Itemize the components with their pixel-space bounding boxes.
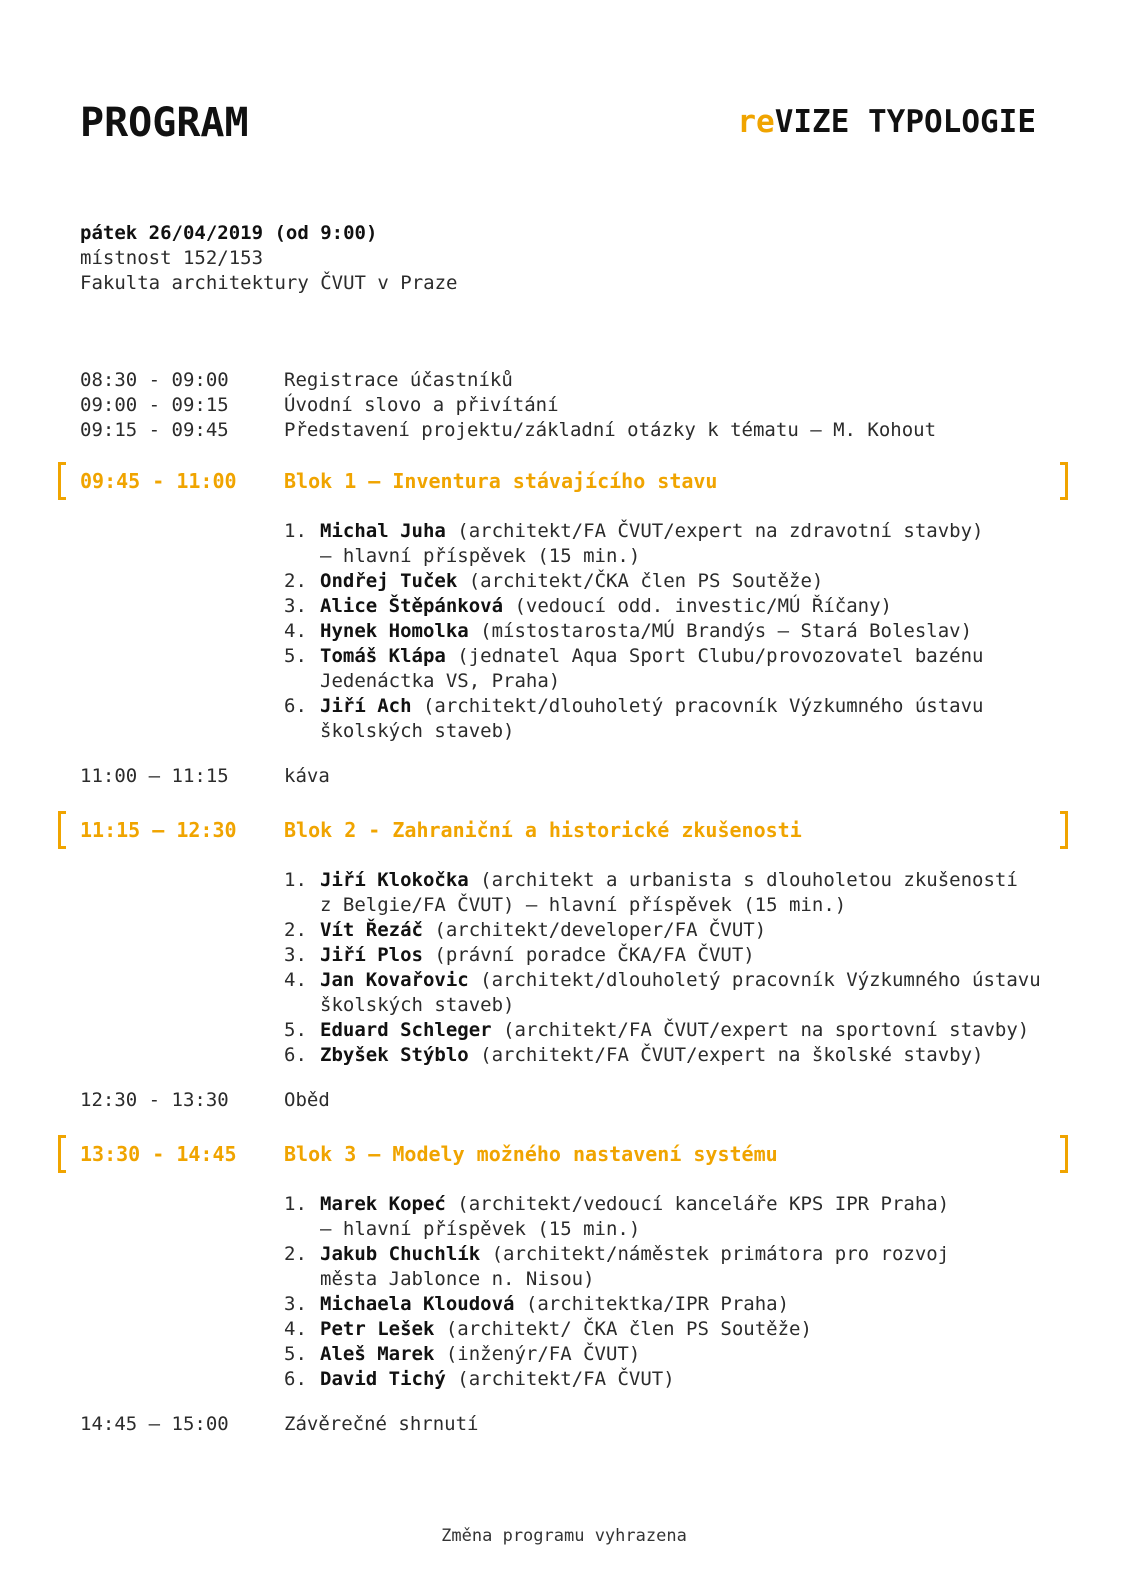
- speaker-item: [284, 1043, 1041, 1068]
- speaker-name: Hynek Homolka: [320, 620, 469, 642]
- block-bracket-left: [58, 811, 66, 849]
- speaker-name: Michal Juha: [320, 520, 446, 542]
- block-title: Blok 3 – Modely možného nastavení systému: [284, 1142, 778, 1166]
- speaker-number: 3.: [284, 1293, 307, 1315]
- speaker-name: Jiří Ach: [320, 695, 412, 717]
- schedule-text: Úvodní slovo a přivítání: [284, 394, 559, 416]
- block-title: Blok 1 – Inventura stávajícího stavu: [284, 469, 718, 493]
- speaker-item: [284, 594, 984, 619]
- speaker-name: Jan Kovařovic: [320, 969, 469, 991]
- speaker-number: 2.: [284, 570, 307, 592]
- speaker-item: [284, 569, 984, 594]
- speaker-role: (právní poradce ČKA/FA ČVUT): [434, 944, 755, 966]
- speaker-role-continued: – hlavní příspěvek (15 min.): [320, 1218, 641, 1240]
- speaker-number: 3.: [284, 595, 307, 617]
- speaker-name: Tomáš Klápa: [320, 645, 446, 667]
- break-time: 14:45 – 15:00: [80, 1413, 229, 1435]
- speaker-role-continued: Jedenáctka VS, Praha): [320, 670, 561, 692]
- speaker-number: 4.: [284, 969, 307, 991]
- footer-note: Změna programu vyhrazena: [441, 1526, 687, 1546]
- block-time: 11:15 – 12:30: [80, 818, 237, 842]
- speaker-role: (inženýr/FA ČVUT): [445, 1343, 641, 1365]
- schedule-text: Registrace účastníků: [284, 369, 513, 391]
- speaker-role: (architekt/vedoucí kanceláře KPS IPR Praha): [457, 1193, 950, 1215]
- speaker-item: [284, 1192, 949, 1242]
- speaker-role: (architektka/IPR Praha): [525, 1293, 790, 1315]
- speaker-role-continued: školských staveb): [320, 994, 515, 1016]
- speaker-number: 6.: [284, 1368, 307, 1390]
- speaker-role-continued: města Jablonce n. Nisou): [320, 1268, 595, 1290]
- speaker-role: (architekt/dlouholetý pracovník Výzkumného ústavu: [480, 969, 1041, 991]
- speaker-name: Jakub Chuchlík: [320, 1243, 481, 1265]
- brand-logo: [737, 104, 1036, 140]
- speaker-name: David Tichý: [320, 1368, 446, 1390]
- schedule-time: 09:00 - 09:15: [80, 394, 229, 416]
- speaker-item: [284, 619, 984, 644]
- block-title: Blok 2 - Zahraniční a historické zkušenosti: [284, 818, 802, 842]
- speaker-item: [284, 918, 1041, 943]
- block-bracket-right: [1060, 1135, 1068, 1173]
- speaker-number: 5.: [284, 1343, 307, 1365]
- event-date: pátek 26/04/2019 (od 9:00): [80, 222, 378, 244]
- speaker-item: [284, 943, 1041, 968]
- speaker-name: Alice Štěpánková: [320, 595, 504, 617]
- speaker-number: 1.: [284, 520, 307, 542]
- speaker-name: Vít Řezáč: [320, 919, 423, 941]
- speaker-role: (architekt/developer/FA ČVUT): [434, 919, 767, 941]
- speaker-number: 1.: [284, 1193, 307, 1215]
- speaker-role: (architekt/FA ČVUT/expert na školské stavby): [480, 1044, 984, 1066]
- speaker-number: 6.: [284, 695, 307, 717]
- break-time: 11:00 – 11:15: [80, 765, 229, 787]
- brand-name: VIZE TYPOLOGIE: [774, 104, 1036, 140]
- speaker-role-continued: – hlavní příspěvek (15 min.): [320, 545, 641, 567]
- speaker-number: 3.: [284, 944, 307, 966]
- speaker-list: [284, 868, 1041, 1068]
- speaker-role: (architekt a urbanista s dlouholetou zkušeností: [480, 869, 1018, 891]
- speaker-item: [284, 1317, 949, 1342]
- speaker-role: (architekt/ ČKA člen PS Soutěže): [445, 1318, 812, 1340]
- speaker-number: 2.: [284, 1243, 307, 1265]
- speaker-name: Jiří Klokočka: [320, 869, 469, 891]
- speaker-item: [284, 868, 1041, 918]
- speaker-name: Aleš Marek: [320, 1343, 435, 1365]
- speaker-role: (architekt/dlouholetý pracovník Výzkumného ústavu: [422, 695, 984, 717]
- speaker-role-continued: z Belgie/FA ČVUT) – hlavní příspěvek (15 min.): [320, 894, 847, 916]
- speaker-list: [284, 1192, 949, 1392]
- speaker-item: [284, 1367, 949, 1392]
- brand-accent: re: [737, 104, 775, 140]
- block-bracket-left: [58, 462, 66, 500]
- speaker-name: Eduard Schleger: [320, 1019, 492, 1041]
- event-venue: Fakulta architektury ČVUT v Praze: [80, 272, 458, 294]
- speaker-role-continued: školských staveb): [320, 720, 515, 742]
- speaker-item: [284, 1342, 949, 1367]
- speaker-number: 1.: [284, 869, 307, 891]
- speaker-number: 4.: [284, 1318, 307, 1340]
- speaker-item: [284, 644, 984, 694]
- page-title: PROGRAM: [80, 100, 249, 146]
- speaker-name: Ondřej Tuček: [320, 570, 458, 592]
- break-time: 12:30 - 13:30: [80, 1089, 229, 1111]
- speaker-role: (místostarosta/MÚ Brandýs – Stará Boleslav): [480, 620, 973, 642]
- speaker-name: Petr Lešek: [320, 1318, 435, 1340]
- speaker-item: [284, 1018, 1041, 1043]
- speaker-role: (jednatel Aqua Sport Clubu/provozovatel bazénu: [457, 645, 984, 667]
- speaker-item: [284, 1292, 949, 1317]
- speaker-name: Zbyšek Stýblo: [320, 1044, 469, 1066]
- speaker-number: 5.: [284, 645, 307, 667]
- schedule-text: Představení projektu/základní otázky k tématu – M. Kohout: [284, 419, 937, 441]
- speaker-item: [284, 694, 984, 744]
- break-text: Oběd: [284, 1089, 330, 1111]
- speaker-item: [284, 519, 984, 569]
- break-text: Závěrečné shrnutí: [284, 1413, 479, 1435]
- speaker-role: (architekt/FA ČVUT/expert na zdravotní stavby): [457, 520, 984, 542]
- block-bracket-right: [1060, 462, 1068, 500]
- schedule-time: 09:15 - 09:45: [80, 419, 229, 441]
- speaker-item: [284, 968, 1041, 1018]
- speaker-number: 5.: [284, 1019, 307, 1041]
- speaker-number: 4.: [284, 620, 307, 642]
- speaker-role: (architekt/ČKA člen PS Soutěže): [468, 570, 824, 592]
- speaker-name: Marek Kopeć: [320, 1193, 446, 1215]
- speaker-role: (architekt/FA ČVUT): [457, 1368, 675, 1390]
- event-room: místnost 152/153: [80, 247, 264, 269]
- speaker-number: 6.: [284, 1044, 307, 1066]
- speaker-name: Michaela Kloudová: [320, 1293, 515, 1315]
- block-time: 09:45 - 11:00: [80, 469, 237, 493]
- speaker-role: (architekt/FA ČVUT/expert na sportovní stavby): [503, 1019, 1030, 1041]
- block-time: 13:30 - 14:45: [80, 1142, 237, 1166]
- speaker-number: 2.: [284, 919, 307, 941]
- speaker-list: [284, 519, 984, 744]
- block-bracket-left: [58, 1135, 66, 1173]
- break-text: káva: [284, 765, 330, 787]
- speaker-name: Jiří Plos: [320, 944, 423, 966]
- schedule-time: 08:30 - 09:00: [80, 369, 229, 391]
- speaker-role: (vedoucí odd. investic/MÚ Říčany): [514, 595, 892, 617]
- speaker-item: [284, 1242, 949, 1292]
- speaker-role: (architekt/náměstek primátora pro rozvoj: [491, 1243, 950, 1265]
- block-bracket-right: [1060, 811, 1068, 849]
